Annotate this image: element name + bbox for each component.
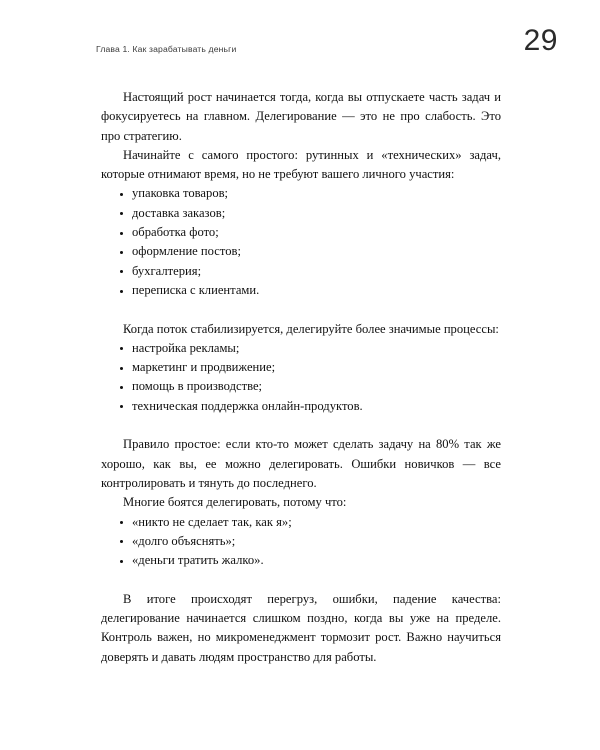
running-head — [96, 40, 516, 58]
paragraph-4: Правило простое: если кто-то может сделать задачу на 80% так же хорошо, как вы, ее можно делегировать. Ошибки новичков — все контролировать и тянуть до последнего. — [101, 437, 501, 490]
page-number: 29 — [523, 24, 558, 57]
bullet-list-routine-tasks — [101, 184, 501, 300]
text-block — [101, 88, 501, 667]
bullet-list-significant-processes — [101, 339, 501, 416]
paragraph-spacer — [101, 570, 501, 589]
list-item: маркетинг и продвижение; — [101, 358, 501, 377]
paragraph-spacer — [101, 300, 501, 319]
list-item: упаковка товаров; — [101, 184, 501, 203]
list-item: доставка заказов; — [101, 204, 501, 223]
bullet-list-delegation-fears — [101, 513, 501, 571]
list-item: «долго объяснять»; — [101, 532, 501, 551]
running-head-text: Глава 1. Как зарабатывать деньги — [96, 44, 237, 54]
paragraph-1: Настоящий рост начинается тогда, когда вы отпускаете часть задач и фокусируетесь на главном. Делегирование — это не про слабость. Это про стратегию. — [101, 90, 501, 143]
list-item: оформление постов; — [101, 242, 501, 261]
list-item: помощь в производстве; — [101, 377, 501, 396]
list-item: переписка с клиентами. — [101, 281, 501, 300]
list-item: «никто не сделает так, как я»; — [101, 513, 501, 532]
list-item: бухгалтерия; — [101, 262, 501, 281]
paragraph-3: Когда поток стабилизируется, делегируйте более значимые процессы: — [123, 321, 499, 336]
paragraph-spacer — [101, 416, 501, 435]
list-item: настройка рекламы; — [101, 339, 501, 358]
list-item: техническая поддержка онлайн-продуктов. — [101, 397, 501, 416]
paragraph-2: Начинайте с самого простого: рутинных и «технических» задач, которые отнимают время, но не требуют вашего личного участия: — [101, 147, 501, 182]
paragraph-6: В итоге происходят перегруз, ошибки, падение качества: делегирование начинается слишком поздно, когда вы уже на пределе. Контроль важен, но микроменеджмент тормозит рост. Важно научиться доверять и давать людям пространство для работы. — [101, 591, 501, 664]
list-item: обработка фото; — [101, 223, 501, 242]
paragraph-5: Многие боятся делегировать, потому что: — [123, 495, 347, 510]
list-item: «деньги тратить жалко». — [101, 551, 501, 570]
